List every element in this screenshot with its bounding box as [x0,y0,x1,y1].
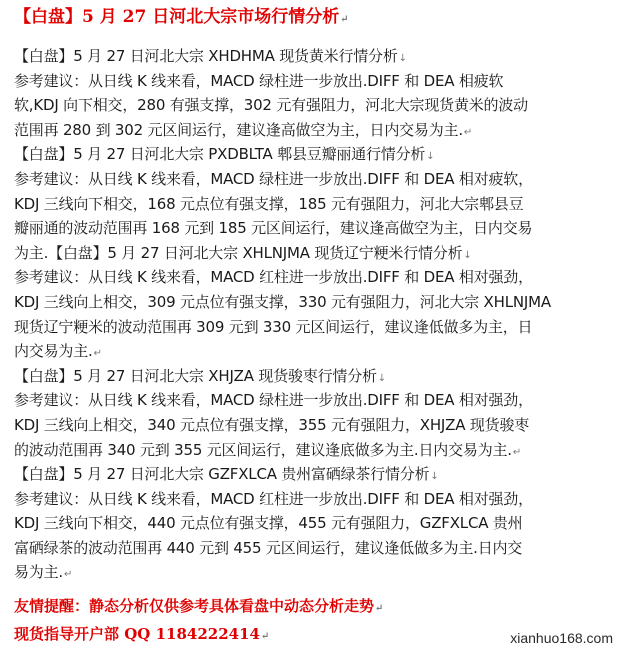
text-line [14,167,614,192]
line-text: 富硒绿茶的波动范围再 440 元到 455 元区间运行，建议逢低做多为主.日内交 [14,538,523,557]
line-text: 【白盘】5 月 27 日河北大宗 GZFXLCA 贵州富硒绿茶行情分析 [14,465,430,484]
paragraph-mark: ↵ [512,446,522,458]
paragraph-mark: ↵ [463,126,473,138]
text-line [14,364,614,389]
paragraph-mark: ↓ [430,471,439,483]
paragraph-mark: ↓ [377,372,386,384]
text-line [14,536,614,561]
analysis-body [14,44,614,585]
document-title [14,5,614,32]
text-line [14,69,614,94]
line-text: 参考建议：从日线 K 线来看，MACD 红柱进一步放出.DIFF 和 DEA 相对强劲， [14,489,533,508]
line-text: 的波动范围再 340 元到 355 元区间运行，建议逢底做多为主.日内交易为主. [14,440,512,459]
line-text: 参考建议：从日线 K 线来看，MACD 绿柱进一步放出.DIFF 和 DEA 相对疲软， [14,169,533,188]
line-text: 为主.【白盘】5 月 27 日河北大宗 XHLNJMA 现货辽宁粳米行情分析 [14,243,463,262]
line-text: 软,KDJ 向下相交，280 有强支撑，302 元有强阻力，河北大宗现货黄米的波动 [14,96,528,115]
text-line [14,142,614,167]
line-text: 参考建议：从日线 K 线来看，MACD 绿柱进一步放出.DIFF 和 DEA 相对强劲， [14,391,533,410]
text-line [14,438,614,463]
text-line [14,413,614,438]
line-text: 范围再 280 到 302 元区间运行，建议逢高做空为主，日内交易为主. [14,120,463,139]
line-text: 现货辽宁粳米的波动范围再 309 元到 330 元区间运行，建议逢低做多为主，日 [14,317,533,336]
paragraph-mark: ↵ [63,569,73,581]
paragraph-mark: ↵ [340,14,349,25]
line-text: 参考建议：从日线 K 线来看，MACD 红柱进一步放出.DIFF 和 DEA 相对强劲， [14,268,533,287]
line-text: KDJ 三线向上相交，309 元点位有强支撑，330 元有强阻力，河北大宗 XHLNJMA [14,292,551,311]
line-text: KDJ 三线向上相交，340 元点位有强支撑，355 元有强阻力，XHJZA 现货骏枣 [14,415,530,434]
title-text: 【白盘】5 月 27 日河北大宗市场行情分析 [14,7,340,27]
text-line [14,290,614,315]
text-line [14,192,614,217]
text-line [14,511,614,536]
text-line [14,388,614,413]
text-line [14,44,614,69]
text-line [14,216,614,241]
line-text: 【白盘】5 月 27 日河北大宗 XHDHMA 现货黄米行情分析 [14,47,398,65]
paragraph-mark: ↵ [93,348,102,360]
line-text: 易为主. [14,563,63,582]
line-text: 参考建议：从日线 K 线来看，MACD 绿柱进一步放出.DIFF 和 DEA 相疲软 [14,71,504,90]
paragraph-mark: ↵ [375,603,384,614]
paragraph-mark: ↓ [463,249,472,261]
text-line [14,462,614,487]
paragraph-mark: ↵ [260,630,270,642]
text-line [14,93,614,118]
paragraph-mark: ↓ [426,151,435,163]
text-line [14,118,614,143]
text-line [14,339,614,364]
line-text: 【白盘】5 月 27 日河北大宗 XHJZA 现货骏枣行情分析 [14,366,377,385]
text-line [14,265,614,290]
text-line [14,315,614,340]
site-watermark: xianhuo168.com [510,630,613,646]
line-text: 瓣丽通的波动范围再 168 元到 185 元区间运行，建议逢高做空为主，日内交易 [14,219,533,238]
line-text: 【白盘】5 月 27 日河北大宗 PXDBLTA 郫县豆瓣丽通行情分析 [14,145,426,164]
line-text: 内交易为主. [14,342,93,361]
text-line [14,241,614,266]
reminder-text: 友情提醒：静态分析仅供参考具体看盘中动态分析走势 [14,597,375,615]
line-text: KDJ 三线向下相交，440 元点位有强支撑，455 元有强阻力，GZFXLCA 贵州 [14,514,523,533]
reminder-line [14,594,614,622]
contact-text: 现货指导开户部 QQ 1184222414 [14,624,260,643]
text-line [14,487,614,512]
paragraph-mark: ↓ [398,53,407,64]
line-text: KDJ 三线向下相交，168 元点位有强支撑，185 元有强阻力，河北大宗郫县豆 [14,194,524,213]
text-line [14,560,614,585]
